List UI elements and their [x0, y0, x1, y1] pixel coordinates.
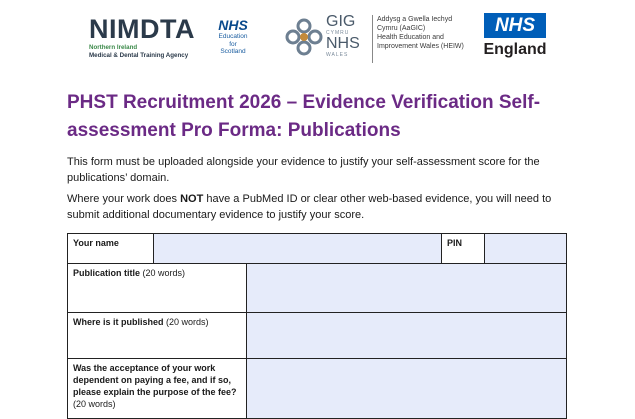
fee-answer-field[interactable] [247, 359, 567, 419]
evidence-paragraph [67, 191, 567, 223]
nhs-wales-text: NHS [326, 35, 360, 52]
nhs-scotland-line-1: Education [218, 33, 248, 40]
heiw-logo-text [377, 15, 467, 51]
nhs-england-logo [483, 13, 547, 61]
nhs-wales-wordmark [326, 14, 370, 58]
pin-field[interactable] [485, 234, 567, 264]
cymru-text: CYMRU [326, 30, 350, 36]
nhs-scotland-line-2: for [229, 40, 237, 48]
publication-title-row [68, 264, 567, 313]
fee-question-label [68, 359, 247, 419]
name-row [68, 234, 567, 264]
publication-title-field[interactable] [247, 264, 567, 313]
evidence-paragraph-start: Where your work does [67, 193, 181, 205]
your-name-label: Your name [68, 234, 154, 264]
pin-label: PIN [442, 234, 485, 264]
nimdta-logo [89, 14, 209, 60]
logo-divider [372, 15, 373, 63]
heiw-line-4: Improvement Wales (HEIW) [377, 43, 464, 50]
nhs-education-scotland-logo [213, 17, 253, 56]
nimdta-logo-line2: Medical & Dental Training Agency [89, 52, 189, 59]
wales-text: WALES [326, 52, 349, 58]
where-published-label-text: Where is it published [73, 317, 164, 327]
intro-paragraph: This form must be uploaded alongside your evidence to justify your self-assessment score for the publications’ domain. [67, 156, 540, 184]
heiw-line-3: Health Education and [377, 34, 444, 41]
document-title: PHST Recruitment 2026 – Evidence Verification Self-assessment Pro Forma: Publications [67, 92, 541, 141]
nhs-scotland-line-3: Scotland [220, 48, 246, 55]
where-published-hint: (20 words) [163, 317, 209, 327]
publication-title-label-text: Publication title [73, 268, 141, 278]
fee-question-text: Was the acceptance of your work dependent on paying a fee, and if so, please explain the purpose of the fee? [73, 363, 237, 397]
publication-form-table [67, 233, 567, 419]
fee-question-hint: (20 words) [73, 399, 116, 409]
publication-title-hint: (20 words) [140, 268, 186, 278]
nhs-scotland-wordmark: NHS [218, 17, 248, 33]
nimdta-logo-line1: Northern Ireland [89, 44, 138, 51]
evidence-paragraph-end: have a PubMed ID or clear other web-based evidence, you will need to submit additional documentary evidence to justify your score. [67, 193, 552, 221]
nhs-england-box: NHS [484, 13, 546, 38]
where-published-label [68, 313, 247, 359]
logo-header [0, 0, 635, 86]
heiw-line-1: Addysg a Gwella Iechyd [377, 16, 453, 23]
heiw-line-2: Cymru (AaGIC) [377, 25, 426, 32]
nhs-england-text: England [483, 41, 547, 58]
fee-row [68, 359, 567, 419]
nhs-wales-emblem-icon [283, 16, 325, 58]
evidence-paragraph-emphasis: NOT [180, 193, 204, 205]
nimdta-logo-name: NIMDTA [89, 14, 195, 44]
your-name-field[interactable] [154, 234, 442, 264]
publication-title-label [68, 264, 247, 313]
where-published-field[interactable] [247, 313, 567, 359]
where-published-row [68, 313, 567, 359]
gig-text: GIG [326, 13, 356, 30]
